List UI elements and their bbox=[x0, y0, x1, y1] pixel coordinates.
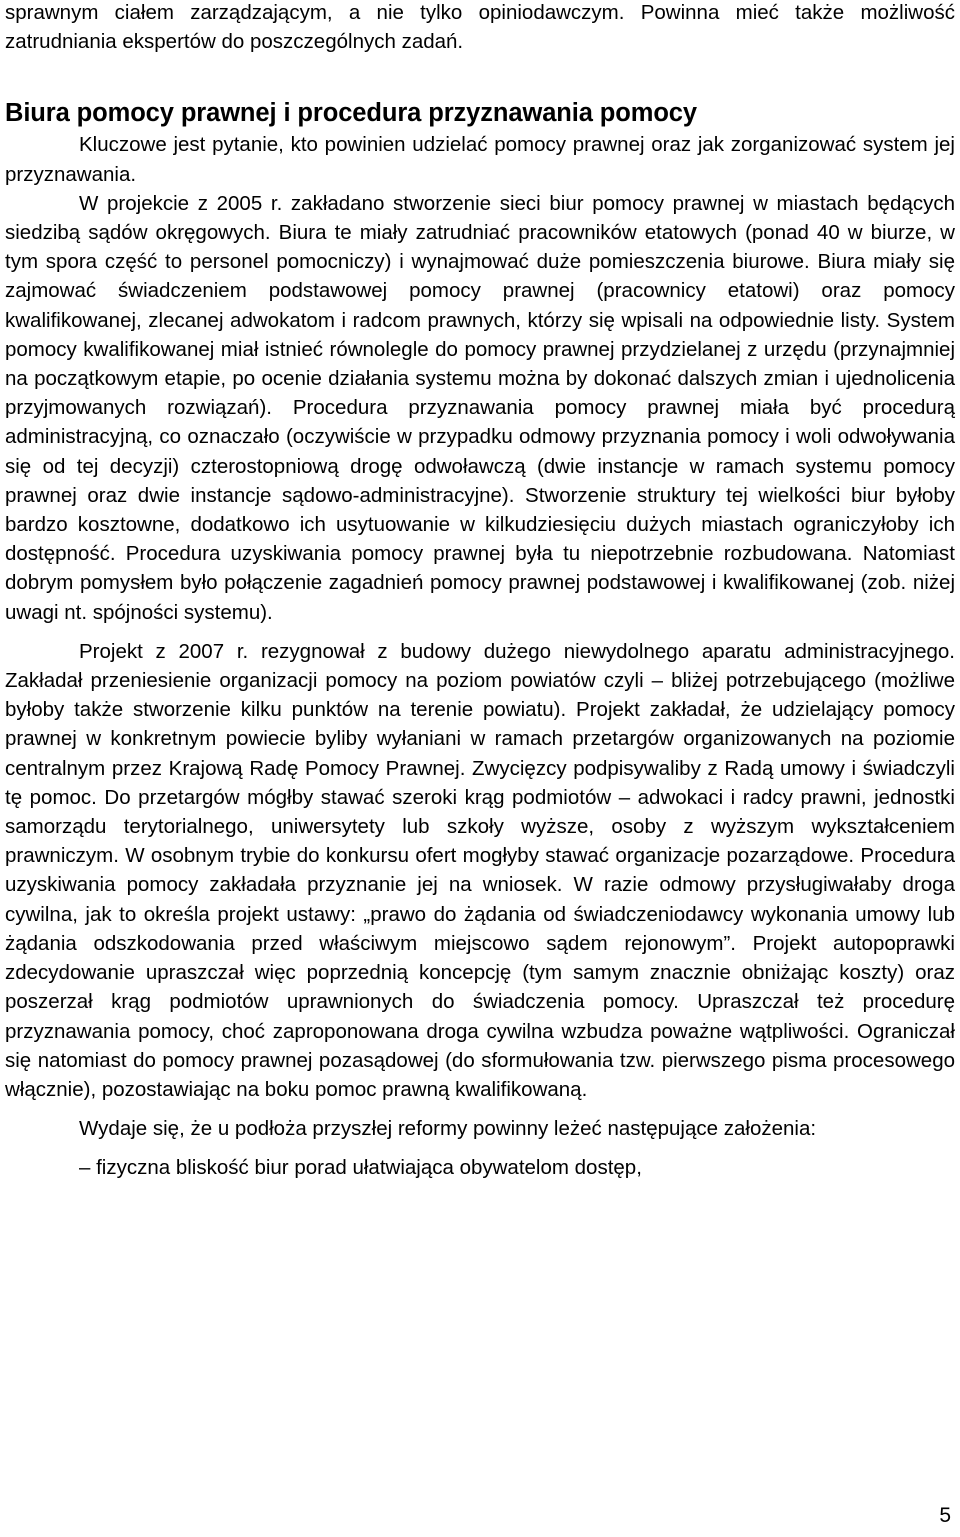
body-paragraph-3: Projekt z 2007 r. rezygnował z budowy dużego niewydolnego aparatu administracyjnego. Zakładał przeniesienie organizacji pomocy na poziom powiatów czyli – bliżej potrzebującego (możliwe byłoby także stworzenie kilku punktów na terenie powiatu). Projekt zakładał, że udzielający pomocy prawnej w konkretnym powiecie byliby wyłaniani w ramach przetargów organizowanych na poziomie centralnym przez Krajową Radę Pomocy Prawnej. Zwycięzcy podpisywaliby z Radą umowy i świadczyli tę pomoc. Do przetargów mógłby stawać szeroki krąg podmiotów – adwokaci i radcy prawni, jednostki samorządu terytorialnego, uniwersytety lub szkoły wyższe, osoby z wyższym wykształceniem prawniczym. W osobnym trybie do konkursu ofert mogłyby stawać organizacje pozarządowe. Procedura uzyskiwania pomocy zakładała przyznanie jej na wniosek. W razie odmowy przysługiwałaby droga cywilna, jak to określa projekt ustawy: „prawo do żądania od świadczeniodawcy wykonania umowy lub żądania odszkodowania przed właściwym miejscowo sądem rejonowym”. Projekt autopoprawki zdecydowanie upraszczał więc poprzednią koncepcję (tym samym znacznie obniżając koszty) oraz poszerzał krąg podmiotów uprawnionych do świadczenia pomocy. Upraszczał też procedurę przyznawania pomocy, choć zaproponowana droga cywilna wzbudza poważne wątpliwości. Ograniczał się natomiast do pomocy prawnej pozasądowej (do sformułowania tzw. pierwszego pisma procesowego włącznie), pozostawiając na boku pomoc prawną kwalifikowaną. bbox=[5, 639, 955, 1101]
body-paragraph-1: Kluczowe jest pytanie, kto powinien udzielać pomocy prawnej oraz jak zorganizować system jej przyznawania. bbox=[5, 133, 955, 186]
document-page bbox=[5, 0, 955, 1183]
spacer bbox=[5, 1143, 955, 1153]
page-number: 5 bbox=[939, 1504, 951, 1527]
spacer bbox=[5, 56, 955, 96]
list-item: – fizyczna bliskość biur porad ułatwiająca obywatelom dostęp, bbox=[79, 1156, 642, 1180]
body-paragraph-4: Wydaje się, że u podłoża przyszłej reformy powinny leżeć następujące założenia: bbox=[79, 1117, 817, 1141]
body-paragraph-2: W projekcie z 2005 r. zakładano stworzenie sieci biur pomocy prawnej w miastach będących siedzibą sądów okręgowych. Biura te miały zatrudniać pracowników etatowych (ponad 40 w biurze, w tym spora część to personel pomocniczy) i wynajmować duże pomieszczenia biurowe. Biura miały się zajmować świadczeniem podstawowej pomocy prawnej (pracownicy etatowi) oraz pomocy kwalifikowanej, zlecanej adwokatom i radcom prawnych, którzy się wpisali na odpowiednie listy. System pomocy kwalifikowanej miał istnieć równolegle do pomocy prawnej przydzielanej z urzędu (przynajmniej na początkowym etapie, po ocenie działania systemu można by dokonać dalszych zmian i ujednolicenia przyjmowanych rozwiązań). Procedura przyznawania pomocy prawnej miała być procedurą administracyjną, co oznaczało (oczywiście w przypadku odmowy przyznania pomocy i woli odwoływania się od tej decyzji) czterostopniową drogę odwoławczą (dwie instancje w ramach systemu pomocy prawnej oraz dwie instancje sądowo-administracyjne). Stworzenie struktury tej wielkości biur byłoby bardzo kosztowne, dodatkowo ich usytuowanie w kilkudziesięciu dużych miastach ograniczyłoby ich dostępność. Procedura uzyskiwania pomocy prawnej była tu niepotrzebnie rozbudowana. Natomiast dobrym pomysłem było połączenie zagadnień pomocy prawnej podstawowej i kwalifikowanej (zob. niżej uwagi nt. spójności systemu). bbox=[5, 191, 955, 624]
section-heading: Biura pomocy prawnej i procedura przyznawania pomocy bbox=[5, 99, 697, 128]
intro-paragraph: sprawnym ciałem zarządzającym, a nie tylko opiniodawczym. Powinna mieć także możliwość zatrudniania ekspertów do poszczególnych zadań. bbox=[5, 1, 955, 54]
spacer bbox=[5, 627, 955, 637]
spacer bbox=[5, 1104, 955, 1114]
